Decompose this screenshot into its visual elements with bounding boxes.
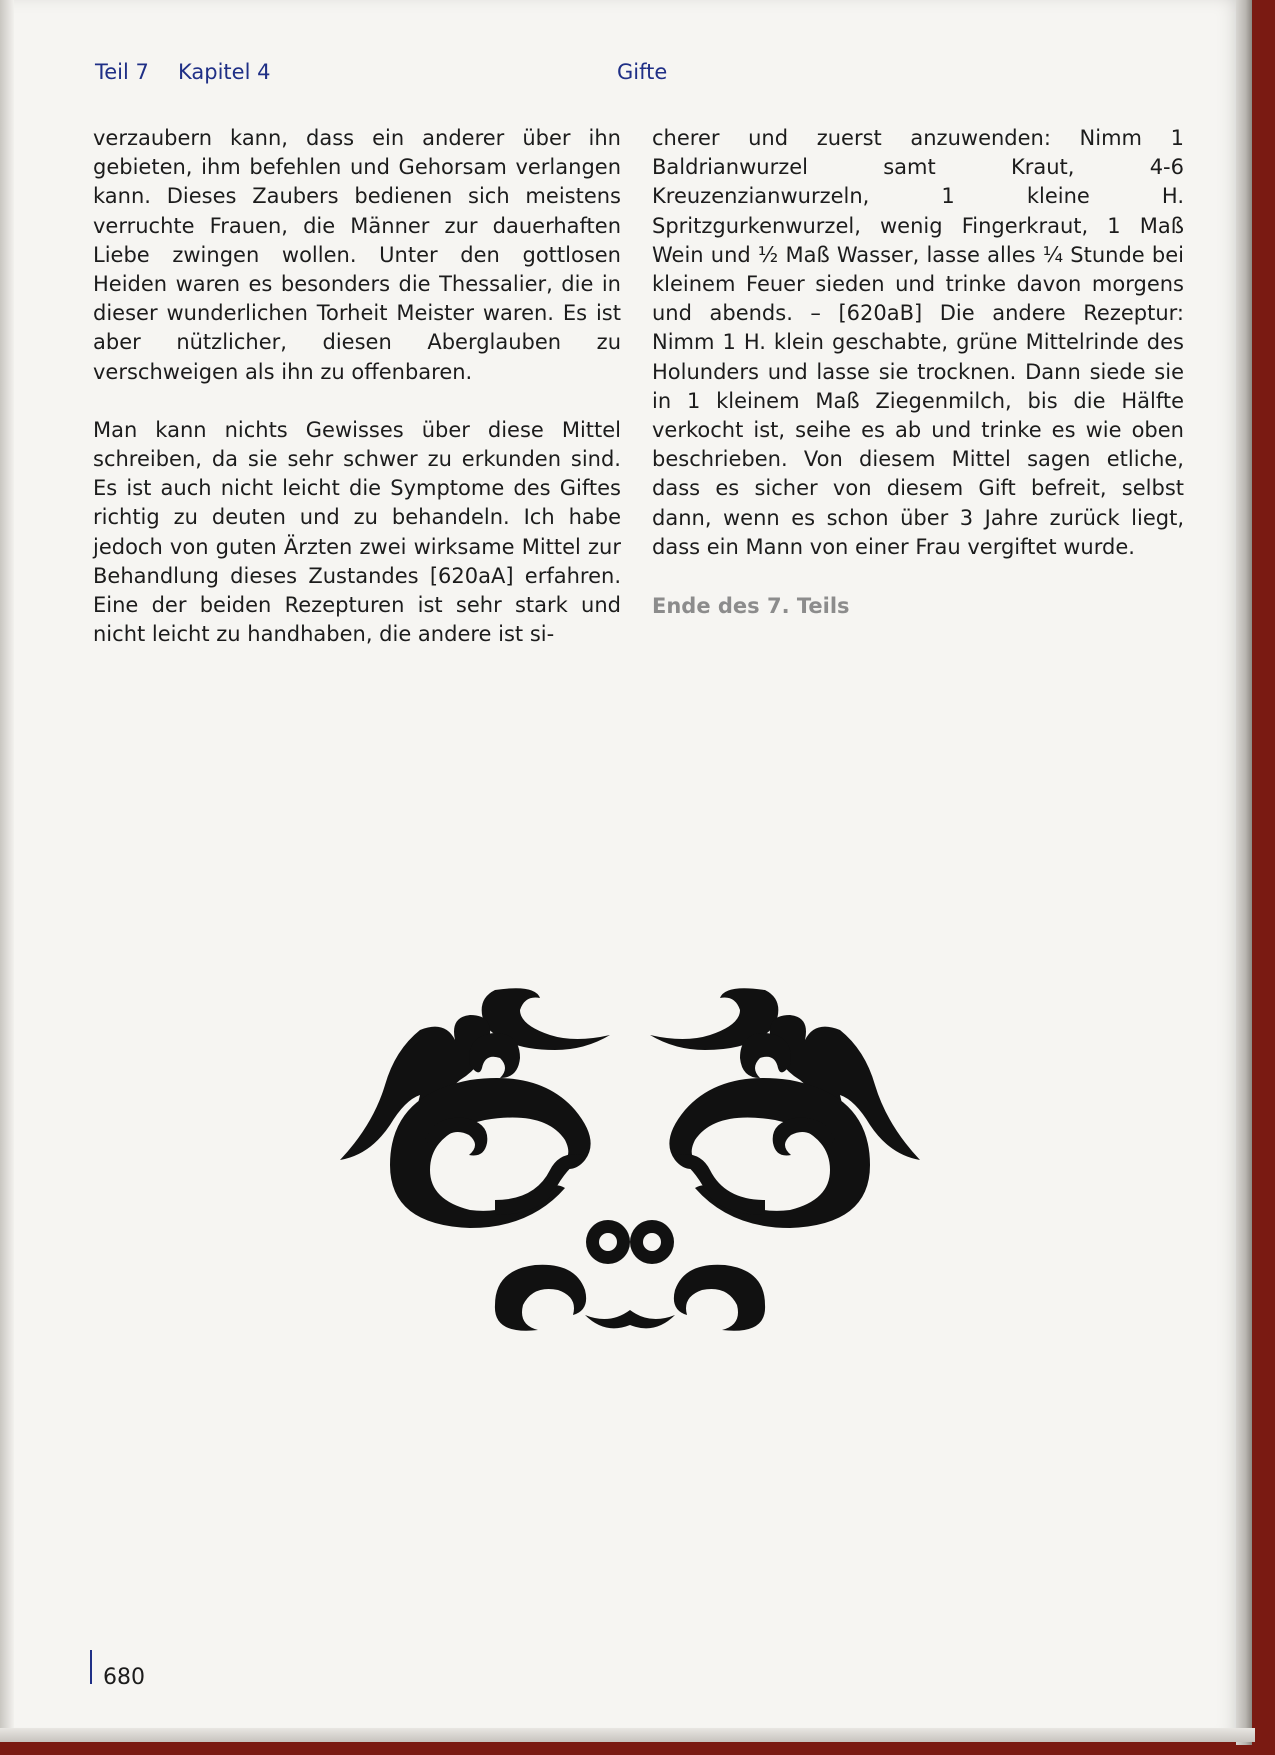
running-head-chapter: Kapitel 4	[178, 60, 271, 84]
running-head-title: Gifte	[617, 60, 668, 84]
right-paragraph-1: cherer und zuerst anzuwenden: Nimm 1 Baldrianwurzel samt Kraut, 4-6 Kreuzenzianwurzeln, 1 kleine H. Spritzgurkenwurzel, wenig Fingerkraut, 1 Maß Wein und ½ Maß Wasser, lasse alles ¼ Stunde bei kleinem Feuer sieden und trinke davon morgens und abends. – [620aB] Die andere Rezeptur: Nimm 1 H. klein geschabte, grüne Mittelrinde des Holunders und lasse sie trocknen. Dann siede sie in 1 kleinem Maß Ziegenmilch, bis die Hälfte verkocht ist, seihe es ab und trinke es wie oben beschrieben. Von diesem Mittel sagen etliche, dass es sicher von diesem Gift befreit, selbst dann, wenn es schon über 3 Jahre zurück liegt, dass ein Mann von einer Frau vergiftet wurde.	[652, 126, 1184, 559]
page-fore-edge	[1236, 0, 1252, 1745]
left-text-column	[93, 124, 621, 649]
right-text-column	[652, 124, 1184, 621]
page-gutter-shadow	[0, 0, 14, 1740]
page-number: 680	[103, 1665, 145, 1690]
baroque-scroll-ornament-icon	[330, 970, 930, 1350]
left-paragraph-2: Man kann nichts Gewisses über diese Mittel schreiben, da sie sehr schwer zu erkunden sind. Es ist auch nicht leicht die Symptome des Giftes richtig zu deuten und zu behandeln. Ich habe jedoch von guten Ärzten zwei wirksame Mittel zur Behandlung dieses Zustandes [620aA] erfahren. Eine der beiden Rezepturen ist sehr stark und nicht leicht zu handhaben, die andere ist si-	[93, 417, 621, 647]
page-bottom-edge	[0, 1728, 1255, 1742]
running-head-part: Teil 7	[95, 60, 149, 84]
left-paragraph-1: verzaubern kann, dass ein anderer über ihn gebieten, ihm befehlen und Gehorsam verlangen kann. Dieses Zaubers bedienen sich meistens verruchte Frauen, die Männer zur dauerhaften Liebe zwingen wollen. Unter den gottlosen Heiden waren es besonders die Thessalier, die in dieser wunderlichen Torheit Meister waren. Es ist aber nützlicher, diesen Aberglauben zu verschweigen als ihn zu offenbaren.	[93, 126, 621, 384]
end-of-part-label: Ende des 7. Teils	[652, 594, 850, 619]
folio-rule	[90, 1650, 92, 1684]
